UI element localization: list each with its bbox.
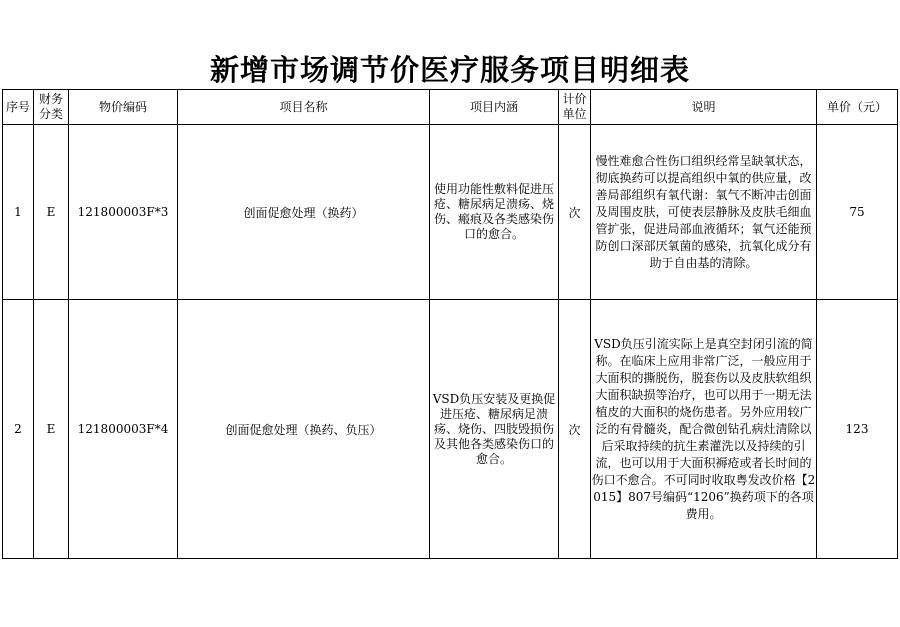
cell-unit: 次 [559, 300, 591, 559]
document-title: 新增市场调节价医疗服务项目明细表 [209, 53, 690, 87]
header-description: 说明 [591, 90, 817, 125]
cell-unit-price: 75 [817, 125, 898, 300]
header-finance-category: 财务分类 [34, 90, 69, 125]
header-unit: 计价单位 [559, 90, 591, 125]
cell-item-content: VSD负压安装及更换促进压疮、糖尿病足溃疡、烧伤、四肢毁损伤及其他各类感染伤口的愈合。 [430, 300, 559, 559]
header-unit-price: 单价（元） [817, 90, 898, 125]
cell-finance-category: E [34, 125, 69, 300]
cell-item-name: 创面促愈处理（换药、负压） [178, 300, 430, 559]
detail-table [2, 89, 898, 559]
header-item-name: 项目名称 [178, 90, 430, 125]
header-item-content: 项目内涵 [430, 90, 559, 125]
header-price-code: 物价编码 [69, 90, 178, 125]
cell-price-code: 121800003F*3 [69, 125, 178, 300]
cell-index: 1 [3, 125, 34, 300]
header-index: 序号 [3, 90, 34, 125]
cell-finance-category: E [34, 300, 69, 559]
cell-index: 2 [3, 300, 34, 559]
cell-unit-price: 123 [817, 300, 898, 559]
cell-description: VSD负压引流实际上是真空封闭引流的简称。在临床上应用非常广泛，一般应用于大面积的撕脱伤，脱套伤以及皮肤软组织大面积缺损等治疗，也可以用于一期无法植皮的大面积的烧伤患者。另外应用较广泛的有骨髓炎，配合微创钻孔病灶清除以后采取持续的抗生素灌洗以及持续的引流，也可以用于大面积褥疮或者长时间的伤口不愈合。不可同时收取粤发改价格【2015】807号编码“1206”换药项下的各项费用。 [591, 300, 817, 559]
table-header-row [3, 90, 898, 125]
cell-description: 慢性难愈合性伤口组织经常呈缺氧状态，彻底换药可以提高组织中氧的供应量，改善局部组织有氧代谢：氧气不断冲击创面及周围皮肤，可使表层静脉及皮肤毛细血管扩张，促进局部血液循环；氧气还能预防创口深部厌氧菌的感染，抗氧化成分有助于自由基的清除。 [591, 125, 817, 300]
cell-unit: 次 [559, 125, 591, 300]
table-row [3, 125, 898, 300]
cell-item-name: 创面促愈处理（换药） [178, 125, 430, 300]
cell-item-content: 使用功能性敷料促进压疮、糖尿病足溃疡、烧伤、瘢痕及各类感染伤口的愈合。 [430, 125, 559, 300]
cell-price-code: 121800003F*4 [69, 300, 178, 559]
table-row [3, 300, 898, 559]
